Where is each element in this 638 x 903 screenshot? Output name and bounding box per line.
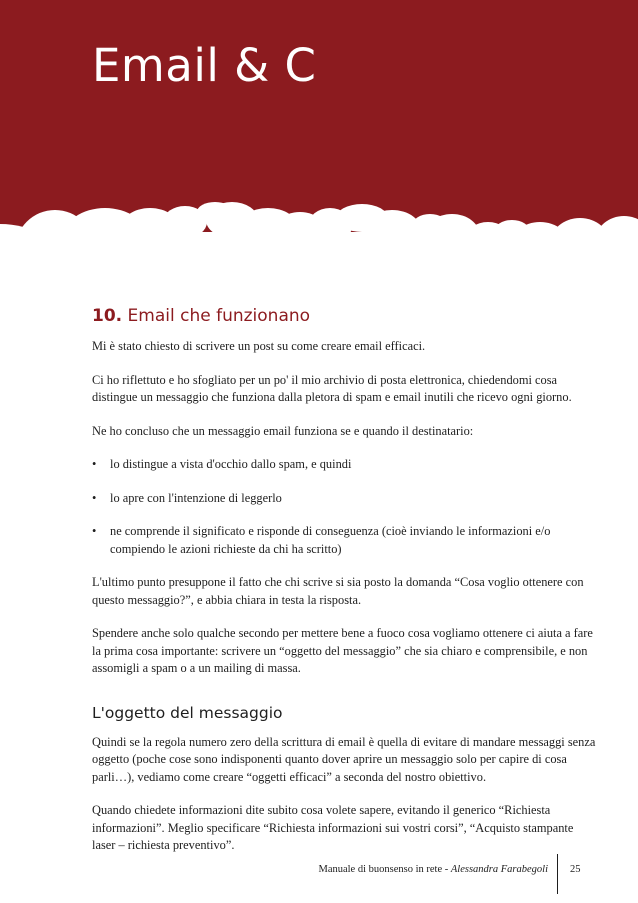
section-title: Email che funzionano — [127, 306, 311, 326]
paragraph: L'ultimo punto presuppone il fatto che chi scrive si sia posto la domanda “Cosa voglio ottenere con questo messaggio?”, e abbia chiara in testa la risposta. — [92, 575, 584, 607]
page-footer — [0, 854, 638, 894]
list-item-text: lo distingue a vista d'occhio dallo spam, e quindi — [110, 457, 352, 471]
book-title: Manuale di buonsenso in rete - — [318, 864, 451, 875]
paragraph: Spendere anche solo qualche secondo per mettere bene a fuoco cosa vogliamo ottenere ci aiuta a fare la prima cosa importante: scrivere un “oggetto del messaggio” che sia chiaro e comprensibile, e non assomigli a spam o a un mailing di massa. — [92, 626, 593, 675]
section-heading — [92, 304, 598, 328]
paragraph: Quindi se la regola numero zero della scrittura di email è quella di evitare di mandare messaggi senza oggetto (poche cose sono indisponenti quanto dover aprire un messaggio solo per capire di cosa parli…), vediamo come creare “oggetti efficaci” a seconda del nostro obiettivo. — [92, 734, 596, 784]
bullet-marker: • — [92, 524, 97, 538]
list-item — [92, 523, 598, 558]
cloud-base — [0, 252, 638, 300]
cloud-shape — [362, 210, 422, 254]
main-content — [92, 304, 598, 871]
paragraph: Mi è stato chiesto di scrivere un post su come creare email efficaci. — [92, 339, 426, 353]
footer-divider — [557, 854, 558, 894]
footer-credit — [318, 864, 548, 875]
band-fill — [0, 0, 638, 232]
author-name: Alessandra Farabegoli — [450, 864, 548, 875]
paragraph: Ne ho concluso che un messaggio email funziona se e quando il destinatario: — [92, 423, 474, 438]
bullet-marker: • — [92, 490, 97, 505]
list-item — [92, 456, 598, 474]
page-number: 25 — [570, 864, 581, 875]
chapter-title: Email & C — [92, 39, 317, 92]
bullet-marker: • — [92, 457, 97, 471]
paragraph: Ci ho riflettuto e ho sfogliato per un po' il mio archivio di posta elettronica, chiedendomi cosa distingue un messaggio che funziona dalla pletora di spam e email inutili che ricevo ogni giorno. — [92, 372, 572, 404]
list-item — [92, 490, 598, 508]
subsection-heading: L'oggetto del messaggio — [92, 703, 283, 722]
bullet-list — [92, 456, 598, 558]
list-item-text: ne comprende il significato e risponde di conseguenza (cioè inviando le informazioni e/o compiendo le azioni richieste da chi ha scritto) — [110, 524, 551, 556]
section-number: 10. — [92, 306, 123, 326]
paragraph: Quando chiedete informazioni dite subito cosa volete sapere, evitando il generico “Richiesta informazioni”. Meglio specificare “Richiesta informazioni sui vostri corsi”, “Acquisto stampante laser – richiesta preventivo”. — [92, 803, 574, 852]
list-item-text: lo apre con l'intenzione di leggerlo — [110, 490, 282, 505]
